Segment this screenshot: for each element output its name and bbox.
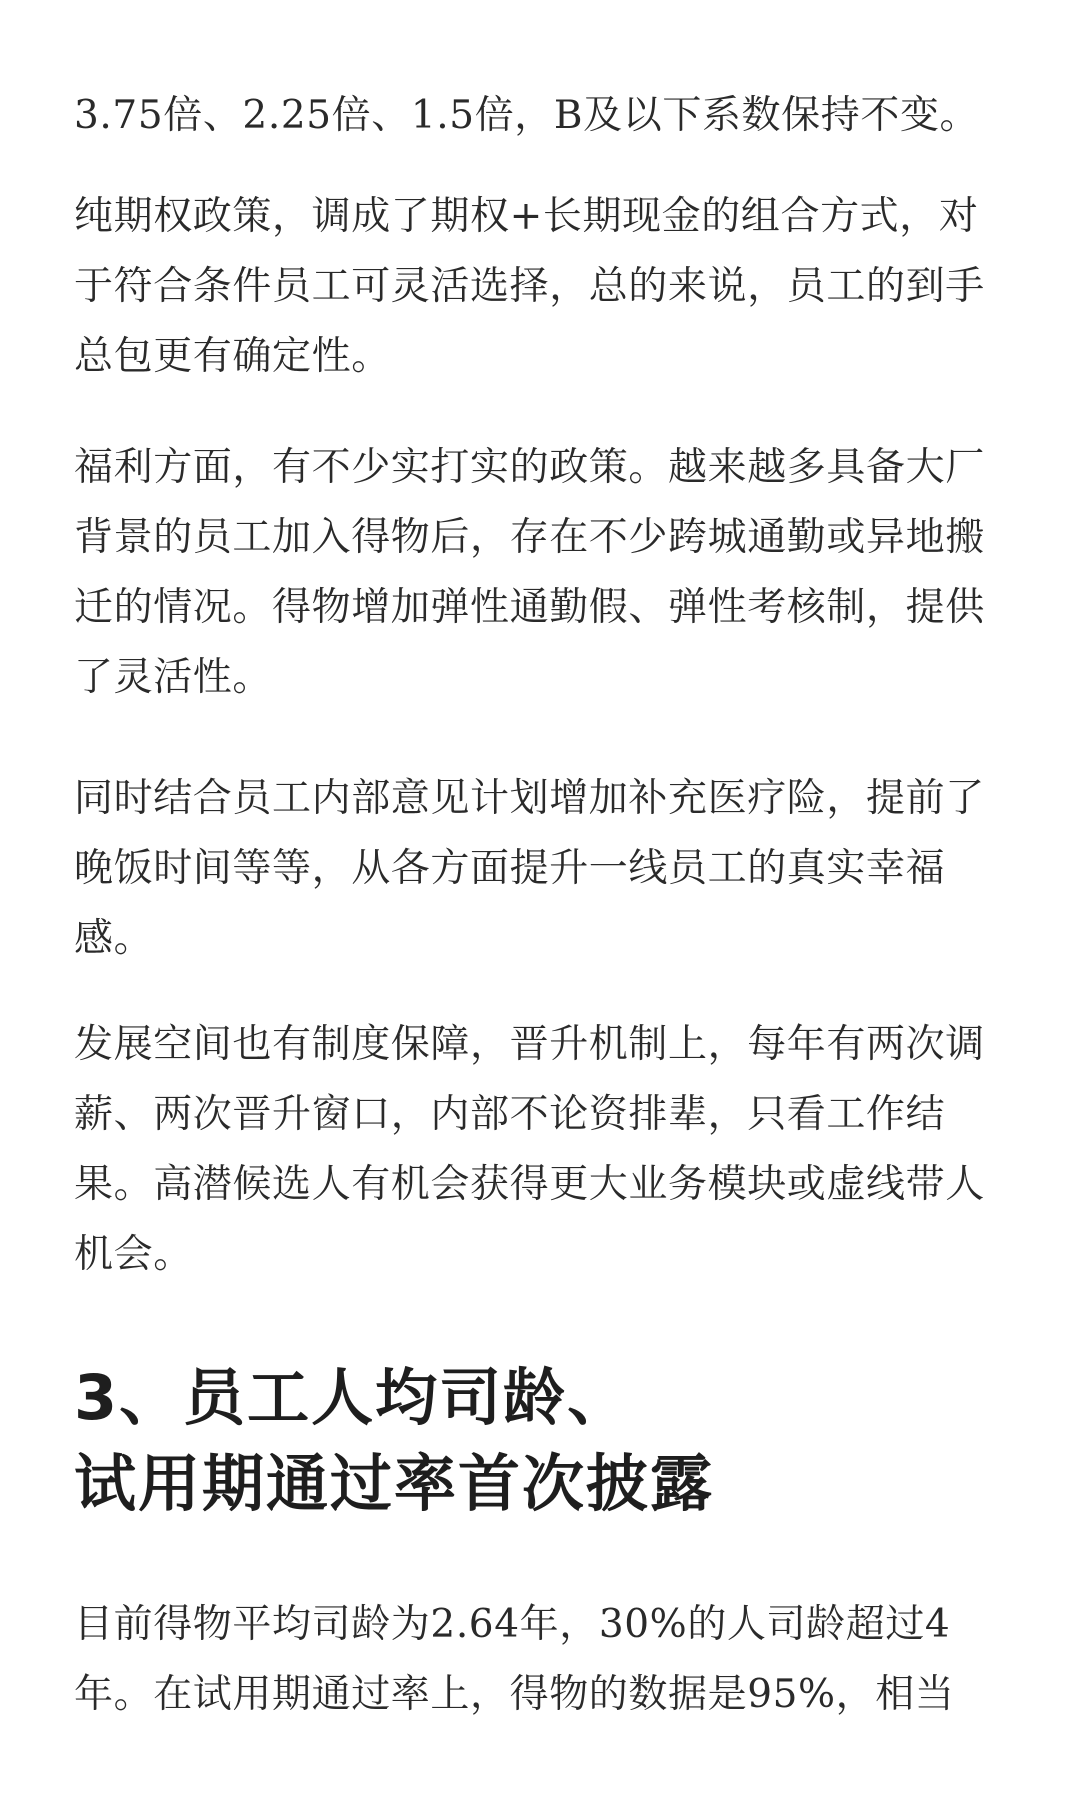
paragraph-tenure-stats: 目前得物平均司龄为2.64年，30%的人司龄超过4年。在试用期通过率上，得物的数据是95%，相当 xyxy=(74,1602,955,1717)
paragraph-option-policy: 纯期权政策，调成了期权+长期现金的组合方式，对于符合条件员工可灵活选择，总的来说，员工的到手总包更有确定性。 xyxy=(74,194,985,379)
paragraph-medical-insurance: 同时结合员工内部意见计划增加补充医疗险，提前了晚饭时间等等，从各方面提升一线员工的真实幸福感。 xyxy=(74,776,985,961)
section-heading-line-2: 试用期通过率首次披露 xyxy=(74,1447,715,1520)
paragraph-career-development: 发展空间也有制度保障，晋升机制上，每年有两次调薪、两次晋升窗口，内部不论资排辈，只看工作结果。高潜候选人有机会获得更大业务模块或虚线带人机会。 xyxy=(74,1022,985,1277)
section-heading xyxy=(74,1355,714,1527)
section-heading-line-1: 3、员工人均司龄、 xyxy=(74,1361,632,1434)
paragraph-benefits: 福利方面，有不少实打实的政策。越来越多具备大厂背景的员工加入得物后，存在不少跨城通勤或异地搬迁的情况。得物增加弹性通勤假、弹性考核制，提供了灵活性。 xyxy=(74,445,985,700)
paragraph-bonus-multipliers: 3.75倍、2.25倍、1.5倍，B及以下系数保持不变。 xyxy=(74,93,980,138)
